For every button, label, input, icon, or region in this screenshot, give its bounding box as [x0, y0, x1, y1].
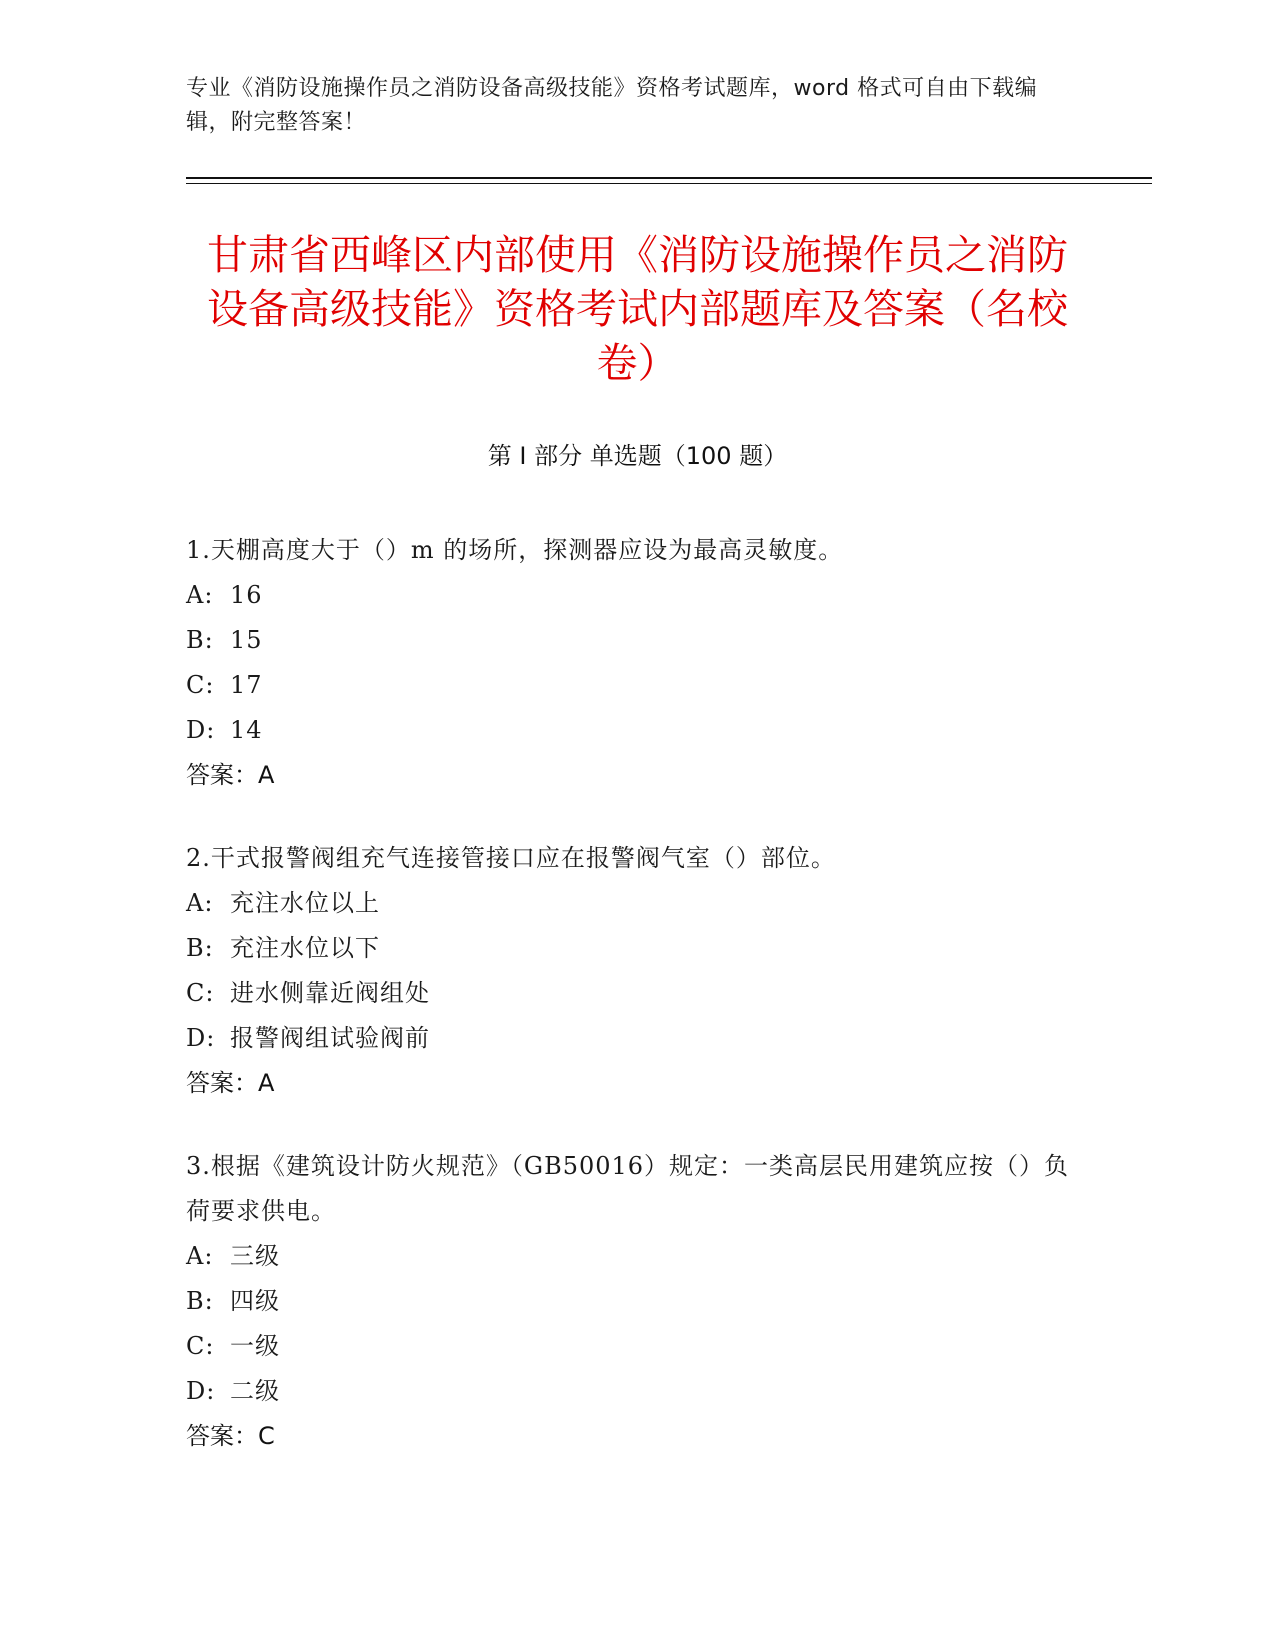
option-c: [186, 1324, 1086, 1369]
question-item: [186, 1144, 1086, 1459]
document-title: 甘肃省西峰区内部使用《消防设施操作员之消防设备高级技能》资格考试内部题库及答案（名校卷）: [207, 231, 1068, 387]
option-letter: C:: [186, 979, 215, 1007]
question-item: [186, 836, 1086, 1106]
option-letter: A:: [186, 1242, 214, 1270]
option-letter: B:: [186, 1287, 214, 1315]
question-stem: 1.天棚高度大于（）m 的场所，探测器应设为最高灵敏度。: [186, 536, 844, 564]
option-a: [186, 1234, 1086, 1279]
option-text: 16: [230, 581, 263, 609]
option-c: [186, 663, 1086, 708]
section-title: 第 I 部分 单选题（100 题）: [487, 442, 788, 470]
option-d: [186, 1369, 1086, 1414]
header-rule-thin: [186, 183, 1152, 184]
option-letter: D:: [186, 1377, 216, 1405]
answer-line: 答案：A: [186, 761, 275, 789]
option-text: 15: [230, 626, 263, 654]
option-d: [186, 708, 1086, 753]
option-d: [186, 1016, 1086, 1061]
option-letter: A:: [186, 889, 214, 917]
answer-line: 答案：C: [186, 1422, 275, 1450]
option-letter: C:: [186, 671, 215, 699]
option-b: [186, 618, 1086, 663]
answer-line: 答案：A: [186, 1069, 275, 1097]
option-letter: D:: [186, 716, 216, 744]
option-letter: B:: [186, 626, 214, 654]
option-text: 三级: [230, 1242, 280, 1270]
question-stem: 2.干式报警阀组充气连接管接口应在报警阀气室（）部位。: [186, 844, 836, 872]
question-list: [186, 528, 1086, 1497]
question-item: [186, 528, 1086, 798]
option-b: [186, 926, 1086, 971]
option-letter: B:: [186, 934, 214, 962]
option-text: 17: [230, 671, 263, 699]
question-stem: 3.根据《建筑设计防火规范》（GB50016）规定：一类高层民用建筑应按（）负荷要求供电。: [186, 1152, 1070, 1225]
option-a: [186, 573, 1086, 618]
header-note: 专业《消防设施操作员之消防设备高级技能》资格考试题库，word 格式可自由下载编辑，附完整答案！: [186, 76, 1038, 135]
option-text: 一级: [230, 1332, 280, 1360]
option-c: [186, 971, 1086, 1016]
option-b: [186, 1279, 1086, 1324]
header-rule-thick: [186, 177, 1152, 179]
option-letter: C:: [186, 1332, 215, 1360]
option-text: 进水侧靠近阀组处: [230, 979, 430, 1007]
option-a: [186, 881, 1086, 926]
option-text: 充注水位以下: [230, 934, 380, 962]
option-letter: D:: [186, 1024, 216, 1052]
option-text: 报警阀组试验阀前: [230, 1024, 430, 1052]
option-letter: A:: [186, 581, 214, 609]
option-text: 二级: [230, 1377, 280, 1405]
option-text: 14: [230, 716, 263, 744]
option-text: 充注水位以上: [230, 889, 380, 917]
option-text: 四级: [230, 1287, 280, 1315]
